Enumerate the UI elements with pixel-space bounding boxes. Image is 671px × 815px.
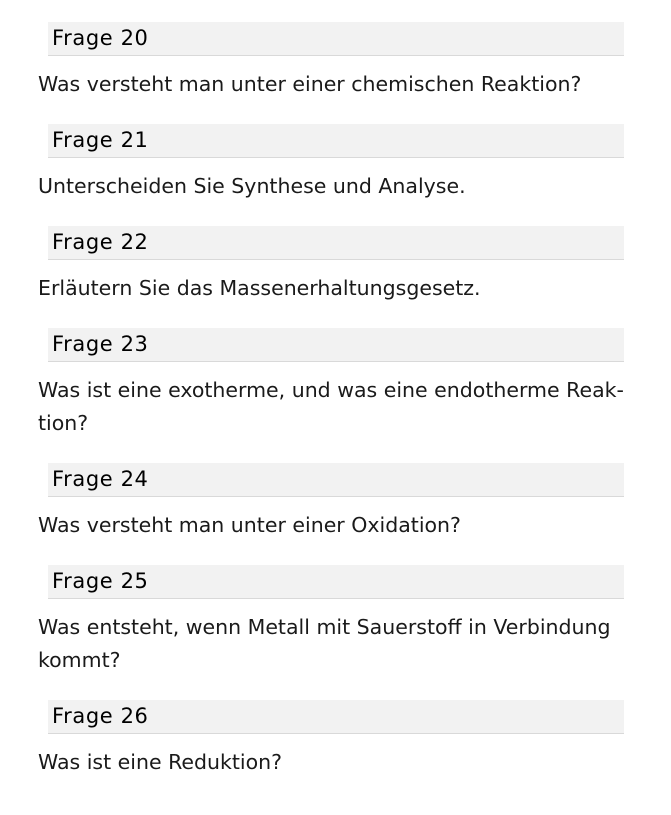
question-text-line: Was ist eine Reduktion? [38, 750, 283, 774]
question-title: Frage 25 [52, 569, 149, 593]
question-text [38, 611, 628, 677]
question-text [38, 374, 628, 440]
question-text [38, 272, 628, 305]
question-title: Frage 21 [52, 128, 149, 152]
question-header [48, 565, 624, 599]
question-title: Frage 20 [52, 26, 149, 50]
question-text-line: Was versteht man unter einer chemischen Reaktion? [38, 72, 582, 96]
question-text-line: Was versteht man unter einer Oxidation? [38, 513, 461, 537]
question-text-line: tion? [38, 411, 89, 435]
question-title: Frage 23 [52, 332, 149, 356]
question-text-line: Was entsteht, wenn Metall mit Sauerstoff in Verbindung [38, 615, 611, 639]
question-text [38, 68, 628, 101]
question-header [48, 328, 624, 362]
question-text-line: kommt? [38, 648, 121, 672]
question-header [48, 463, 624, 497]
question-header [48, 124, 624, 158]
question-text-line: Was ist eine exotherme, und was eine endotherme Reak- [38, 378, 624, 402]
question-header [48, 700, 624, 734]
question-text-line: Erläutern Sie das Massenerhaltungsgesetz. [38, 276, 481, 300]
question-title: Frage 26 [52, 704, 149, 728]
question-text [38, 170, 628, 203]
question-text-line: Unterscheiden Sie Synthese und Analyse. [38, 174, 466, 198]
question-text [38, 509, 628, 542]
question-title: Frage 22 [52, 230, 149, 254]
question-text [38, 746, 628, 779]
question-header [48, 226, 624, 260]
question-title: Frage 24 [52, 467, 149, 491]
question-header [48, 22, 624, 56]
